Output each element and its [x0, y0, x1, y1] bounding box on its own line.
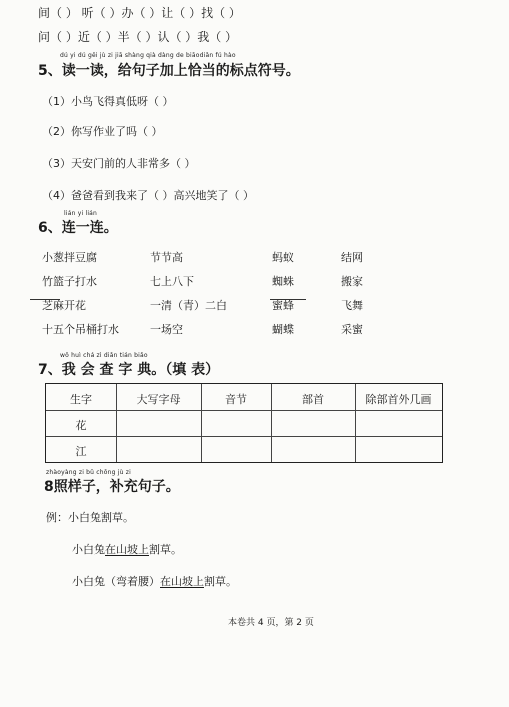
sentence-part: 割草。 [204, 575, 237, 588]
q6-col4-item: 结网 [341, 251, 363, 264]
q7-title: 7、我 会 查 字 典。（填 表） [38, 362, 220, 378]
q6-title: 6、连一连。 [38, 220, 118, 236]
q6-col2-item: 一场空 [150, 323, 183, 336]
q6-col1-item: 竹篮子打水 [42, 275, 97, 288]
top-row-1: 间（ ） 听（ ）办（ ）让（ ）找（ ） [38, 6, 241, 20]
q6-col2-item: 节节高 [150, 251, 183, 264]
top-row-2: 问（ ）近（ ）半（ ）认（ ）我（ ） [38, 30, 238, 44]
table-header-cell: 生字 [70, 393, 92, 406]
sentence-underlined: 在山坡上 [160, 575, 204, 588]
q6-col4-item: 飞舞 [341, 299, 363, 312]
q5-title: 5、读一读，给句子加上恰当的标点符号。 [38, 63, 300, 79]
q6-col3-item: 蚂蚁 [272, 251, 294, 264]
q6-col3-item: 蜜蜂 [272, 299, 294, 312]
table-header-cell: 音节 [225, 393, 247, 406]
page-footer: 本卷共 4 页，第 2 页 [228, 618, 314, 628]
q8-example: 例：小白兔割草。 [46, 511, 134, 524]
q5-item-2: （2）你写作业了吗（ ） [42, 125, 163, 138]
q6-pinyin: lián yi lián [64, 210, 98, 217]
table-header-cell: 除部首外几画 [365, 393, 432, 406]
pen-scratch-mark [270, 299, 306, 300]
q6-col2-item: 七上八下 [150, 275, 194, 288]
q8-title: 8照样子，补充句子。 [44, 479, 180, 495]
q6-col4-item: 搬家 [341, 275, 363, 288]
q6-col4-item: 采蜜 [341, 323, 363, 336]
q6-col1-item: 芝麻开花 [42, 299, 86, 312]
sentence-part: 小白兔 [72, 543, 105, 556]
sentence-part: 小白兔（弯着腰） [72, 575, 160, 588]
q6-col1-item: 十五个吊桶打水 [42, 323, 119, 336]
q6-col3-item: 蜘蛛 [272, 275, 294, 288]
table-row-char: 花 [75, 419, 87, 432]
q6-col3-item: 蝴蝶 [272, 323, 294, 336]
q5-item-1: （1）小鸟飞得真低呀（ ） [42, 95, 174, 108]
pen-scratch-mark [30, 299, 60, 300]
table-header-cell: 部首 [302, 393, 324, 406]
q5-item-3: （3）天安门前的人非常多（ ） [42, 157, 196, 170]
q5-item-4: （4）爸爸看到我来了（ ）高兴地笑了（ ） [42, 189, 254, 202]
q7-pinyin: wǒ huì chá zì diǎn tián biǎo [60, 352, 148, 359]
q8-pinyin: zhàoyàng zi bǔ chōng jù zi [46, 469, 131, 476]
q6-col1-item: 小葱拌豆腐 [42, 251, 97, 264]
sentence-underlined: 在山坡上 [105, 543, 149, 556]
table-row-char: 江 [75, 445, 87, 458]
table-row-divider [46, 410, 442, 411]
q5-pinyin: dú yi dú gěi jù zi jiā shàng qià dàng de biāodiǎn fú hào [60, 52, 236, 59]
q8-sentence-2 [72, 573, 237, 589]
dictionary-table [45, 383, 443, 463]
q6-col2-item: 一清（青）二白 [150, 299, 227, 312]
table-header-cell: 大写字母 [136, 393, 181, 406]
q8-sentence-1 [72, 541, 182, 557]
sentence-part: 割草。 [149, 543, 182, 556]
table-row-divider [46, 436, 442, 437]
